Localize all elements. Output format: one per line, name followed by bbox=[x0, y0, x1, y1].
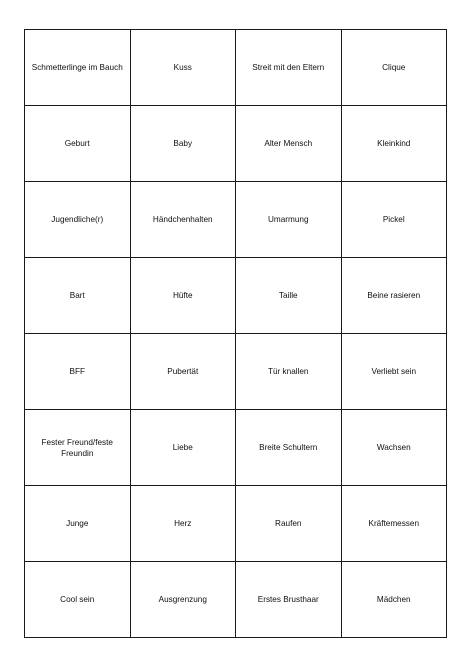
card-label: Fester Freund/feste Freundin bbox=[41, 437, 113, 458]
card-label: Ausgrenzung bbox=[158, 595, 207, 604]
card-cell bbox=[131, 410, 237, 486]
card-cell bbox=[131, 562, 237, 638]
card-cell bbox=[131, 106, 237, 182]
card-label: Clique bbox=[382, 63, 406, 72]
card-cell bbox=[236, 486, 342, 562]
card-label: Wachsen bbox=[376, 443, 411, 452]
card-cell bbox=[236, 410, 342, 486]
card-cell bbox=[25, 486, 131, 562]
card-cell bbox=[131, 334, 237, 410]
card-cell bbox=[342, 182, 448, 258]
card-cell bbox=[131, 182, 237, 258]
card-cell bbox=[236, 258, 342, 334]
card-label: Kräftemessen bbox=[368, 519, 419, 528]
card-cell bbox=[342, 410, 448, 486]
card-cell bbox=[25, 106, 131, 182]
card-cell bbox=[236, 106, 342, 182]
card-cell bbox=[342, 486, 448, 562]
card-label: Pickel bbox=[382, 215, 405, 224]
card-cell bbox=[131, 258, 237, 334]
card-cell bbox=[236, 562, 342, 638]
card-label: Herz bbox=[174, 519, 192, 528]
card-cell bbox=[236, 30, 342, 106]
card-label: Kleinkind bbox=[377, 139, 411, 148]
card-label: Tür knallen bbox=[267, 367, 309, 376]
card-cell bbox=[25, 30, 131, 106]
card-cell bbox=[236, 334, 342, 410]
card-label: Junge bbox=[66, 519, 89, 528]
card-label: Jugendliche(r) bbox=[51, 215, 104, 224]
card-label: Baby bbox=[173, 139, 193, 148]
card-label: Umarmung bbox=[268, 215, 309, 224]
card-cell bbox=[342, 30, 448, 106]
card-label: Erstes Brusthaar bbox=[257, 595, 319, 604]
card-cell bbox=[342, 106, 448, 182]
card-label: Schmetterlinge im Bauch bbox=[31, 63, 123, 72]
card-grid bbox=[24, 29, 447, 638]
card-cell bbox=[342, 334, 448, 410]
card-cell bbox=[131, 30, 237, 106]
card-label: Beine rasieren bbox=[367, 291, 421, 300]
card-label: Streit mit den Eltern bbox=[252, 63, 325, 72]
card-cell bbox=[342, 258, 448, 334]
card-label: Breite Schultern bbox=[259, 443, 318, 452]
card-cell bbox=[236, 182, 342, 258]
card-label: Verliebt sein bbox=[371, 367, 417, 376]
card-cell bbox=[131, 486, 237, 562]
card-label: Liebe bbox=[172, 443, 193, 452]
card-cell bbox=[25, 334, 131, 410]
card-label: Kuss bbox=[173, 63, 192, 72]
card-cell bbox=[342, 562, 448, 638]
card-cell bbox=[25, 410, 131, 486]
card-label: Cool sein bbox=[60, 595, 95, 604]
card-label: Geburt bbox=[64, 139, 90, 148]
card-label: Alter Mensch bbox=[264, 139, 313, 148]
card-label: BFF bbox=[69, 367, 85, 376]
card-label: Händchenhalten bbox=[152, 215, 213, 224]
card-cell bbox=[25, 562, 131, 638]
card-label: Hüfte bbox=[172, 291, 193, 300]
card-label: Mädchen bbox=[376, 595, 411, 604]
card-cell bbox=[25, 182, 131, 258]
card-cell bbox=[25, 258, 131, 334]
card-label: Taille bbox=[278, 291, 298, 300]
card-label: Bart bbox=[69, 291, 85, 300]
card-label: Raufen bbox=[275, 519, 302, 528]
card-label: Pubertät bbox=[167, 367, 199, 376]
